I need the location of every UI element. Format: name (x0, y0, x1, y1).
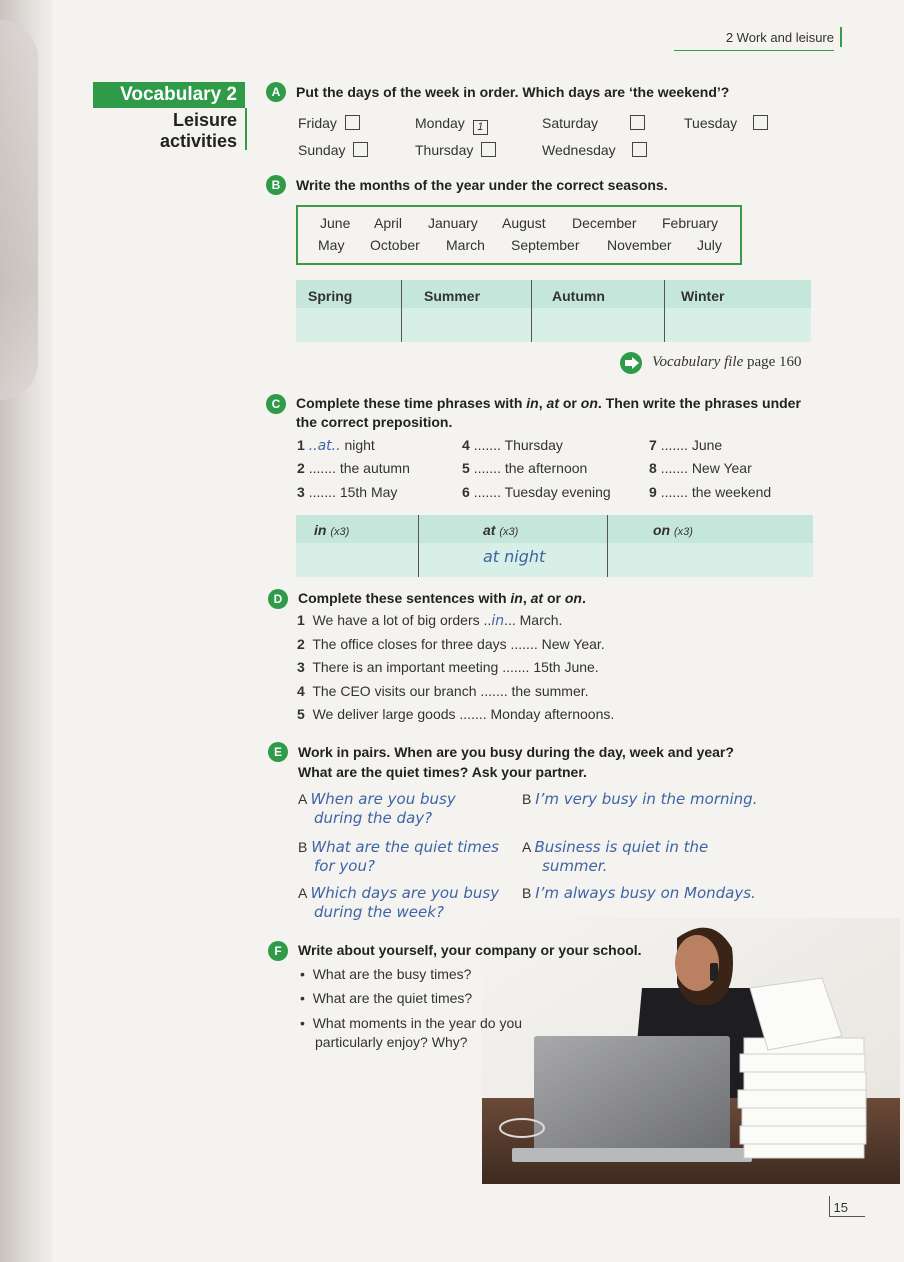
months-word-box (296, 205, 742, 265)
task-c-marker: C (266, 394, 286, 414)
day-label: Monday (415, 115, 465, 131)
page-number-rule (829, 1216, 865, 1217)
month-word: January (428, 215, 478, 231)
phrase-blank[interactable]: ....... (473, 437, 501, 453)
day-label: Sunday (298, 142, 346, 158)
phrase-text: the weekend (691, 484, 772, 500)
month-word: September (511, 237, 580, 253)
item-number: 5 (297, 706, 305, 722)
day-option[interactable] (542, 115, 645, 131)
sentence-item (297, 636, 605, 652)
speaker-label: B (522, 791, 532, 807)
phrase-text: the afternoon (504, 460, 588, 476)
speaker-label: B (298, 839, 308, 855)
phrase-item (649, 460, 752, 476)
task-a-instruction: Put the days of the week in order. Which days are ‘the weekend’? (296, 84, 730, 100)
item-number: 8 (649, 460, 657, 476)
phrase-text: the autumn (339, 460, 410, 476)
section-header (726, 30, 834, 45)
day-checkbox[interactable] (481, 142, 496, 157)
phrase-blank[interactable]: ....... (660, 484, 688, 500)
day-checkbox[interactable] (353, 142, 368, 157)
task-d-instruction (298, 590, 586, 606)
phrase-text: Thursday (504, 437, 563, 453)
dialogue-turn (298, 884, 499, 922)
month-word: August (502, 215, 546, 231)
task-b-marker: B (266, 175, 286, 195)
phrase-text: Tuesday evening (504, 484, 611, 500)
task-e-marker: E (268, 742, 288, 762)
dialogue-text: for you? (314, 857, 375, 875)
dialogue-turn (522, 884, 756, 902)
unit-title-bar (245, 108, 247, 150)
day-option[interactable] (298, 142, 368, 158)
instruction-line: What are the quiet times? Ask your partner. (298, 764, 587, 780)
bullet-text: particularly enjoy? Why? (315, 1034, 468, 1050)
speaker-label: B (522, 885, 532, 901)
page-number-bar (829, 1196, 831, 1216)
season-header: Summer (424, 288, 481, 304)
sentence-item (297, 612, 562, 629)
task-e-instruction (298, 742, 734, 782)
day-label: Friday (298, 115, 337, 131)
instruction-text: . Then write the phrases under the correct preposition. (296, 395, 801, 430)
month-word: May (318, 237, 345, 253)
day-label: Thursday (415, 142, 474, 158)
unit-tag: Vocabulary 2 (93, 82, 245, 108)
sentence-text: ... March. (504, 612, 563, 628)
month-word: June (320, 215, 351, 231)
phrase-blank[interactable]: ....... (473, 484, 501, 500)
sentence-item (297, 683, 589, 699)
preposition-count: (x3) (499, 526, 519, 538)
instruction-on: on (580, 395, 598, 411)
bullet-item: • What are the quiet times? (300, 990, 473, 1006)
item-number: 2 (297, 460, 305, 476)
month-word: July (697, 237, 722, 253)
phrase-item (297, 460, 410, 476)
phrase-blank[interactable]: ....... (308, 484, 336, 500)
phrase-blank[interactable]: ....... (308, 460, 336, 476)
speaker-label: A (522, 839, 531, 855)
phrase-item (649, 437, 722, 453)
instruction-text: . (581, 590, 586, 606)
phrase-text: night (344, 437, 375, 453)
instruction-text: , (522, 590, 531, 606)
instruction-in: in (526, 395, 539, 411)
item-number: 2 (297, 636, 305, 652)
seasons-table (296, 280, 811, 342)
preposition-label: at (483, 522, 496, 538)
dialogue-text: I’m always busy on Mondays. (535, 884, 756, 902)
task-b-instruction: Write the months of the year under the correct seasons. (296, 177, 668, 193)
phrase-text: June (691, 437, 723, 453)
day-option[interactable] (298, 115, 360, 131)
sentence-text: We deliver large goods ....... Monday afternoons. (312, 706, 615, 722)
instruction-at: at (546, 395, 559, 411)
instruction-text: , (538, 395, 547, 411)
dialogue-text: during the week? (314, 903, 444, 921)
speaker-label: A (298, 791, 307, 807)
day-label: Wednesday (542, 142, 616, 158)
bullet-item: • What moments in the year do you particularly enjoy? Why? (300, 1015, 523, 1050)
month-word: October (370, 237, 420, 253)
preposition-header (314, 522, 349, 538)
day-label: Tuesday (684, 115, 738, 131)
page-number (834, 1200, 848, 1215)
instruction-at: at (530, 590, 544, 606)
unit-title (120, 110, 237, 152)
month-word: December (572, 215, 637, 231)
phrase-blank[interactable]: ....... (660, 460, 688, 476)
preposition-count: (x3) (674, 526, 693, 538)
preposition-label: on (653, 522, 671, 538)
header-rule (674, 50, 834, 51)
bullet-item: • What are the busy times? (300, 966, 472, 982)
phrase-blank[interactable]: ....... (473, 460, 501, 476)
dialogue-text: Which days are you busy (310, 884, 500, 902)
season-header: Winter (681, 288, 725, 304)
preposition-table (296, 515, 813, 577)
item-number: 1 (297, 437, 305, 453)
item-number: 7 (649, 437, 657, 453)
phrase-text: New Year (691, 460, 752, 476)
item-number: 1 (297, 612, 305, 628)
sentence-item (297, 659, 599, 675)
season-header: Autumn (552, 288, 605, 304)
phrase-item (297, 437, 375, 454)
vocab-file-label: Vocabulary file (652, 354, 744, 370)
unit-title-line2: activities (159, 131, 237, 151)
day-checkbox[interactable] (345, 115, 360, 130)
month-word: March (446, 237, 485, 253)
phrase-item (462, 437, 563, 453)
instruction-in: in (510, 590, 523, 606)
day-label: Saturday (542, 115, 599, 131)
day-option[interactable] (415, 142, 496, 158)
task-a-marker: A (266, 82, 286, 102)
sentence-text: The office closes for three days ....... New Year. (312, 636, 605, 652)
bullet-text: What are the quiet times? (312, 990, 473, 1006)
item-number: 4 (462, 437, 470, 453)
sentence-blank[interactable]: in (491, 613, 505, 629)
handwritten-answer: at night (483, 547, 546, 566)
header-bar (840, 27, 842, 47)
dialogue-turn (298, 790, 456, 828)
item-number: 9 (649, 484, 657, 500)
day-checkbox[interactable] (630, 115, 645, 130)
preposition-count: (x3) (330, 526, 350, 538)
vocab-file-page: page 160 (746, 354, 802, 370)
phrase-text: 15th May (339, 484, 398, 500)
instruction-on: on (564, 590, 582, 606)
dialogue-turn (298, 838, 499, 876)
item-number: 3 (297, 659, 305, 675)
dialogue-text: What are the quiet times (311, 838, 499, 856)
task-f-marker: F (268, 941, 288, 961)
item-number: 5 (462, 460, 470, 476)
preposition-header (653, 522, 693, 538)
speaker-label: A (298, 885, 307, 901)
phrase-item (297, 484, 397, 500)
dialogue-text: I’m very busy in the morning. (535, 790, 758, 808)
sentence-text: The CEO visits our branch ....... the summer. (312, 683, 589, 699)
day-checkbox[interactable]: 1 (473, 120, 488, 135)
dialogue-turn (522, 790, 757, 808)
item-number: 4 (297, 683, 305, 699)
item-number: 6 (462, 484, 470, 500)
vocab-file-link[interactable] (652, 354, 802, 371)
instruction-text: Complete these sentences with (298, 590, 511, 606)
instruction-line: Work in pairs. When are you busy during the day, week and year? (298, 744, 734, 760)
phrase-item (649, 484, 771, 500)
month-word: November (607, 237, 672, 253)
task-d-marker: D (268, 589, 288, 609)
dialogue-text: summer. (542, 857, 608, 875)
instruction-text: Complete these time phrases with (296, 395, 527, 411)
preposition-label: in (314, 522, 327, 538)
page-fold (0, 20, 38, 400)
dialogue-text: Business is quiet in the (534, 838, 709, 856)
dialogue-text: during the day? (314, 809, 433, 827)
month-word: February (662, 215, 719, 231)
bullet-text: What are the busy times? (312, 966, 472, 982)
item-number: 3 (297, 484, 305, 500)
task-f-instruction: Write about yourself, your company or your school. (298, 942, 642, 958)
page-number-text: 15 (833, 1200, 848, 1215)
task-c-instruction (296, 394, 816, 432)
month-word: April (374, 215, 403, 231)
day-option[interactable] (542, 142, 647, 158)
phrase-item (462, 460, 587, 476)
season-header: Spring (308, 288, 353, 304)
phrase-blank[interactable]: ....... (660, 437, 688, 453)
day-option[interactable] (684, 115, 768, 131)
book-spine-shadow (0, 0, 52, 1262)
sentence-text: We have a lot of big orders .. (312, 612, 492, 628)
day-checkbox[interactable] (632, 142, 647, 157)
arrow-right-icon (620, 352, 642, 374)
dialogue-text: When are you busy (310, 790, 456, 808)
day-option[interactable] (415, 115, 488, 135)
dialogue-turn (522, 838, 708, 876)
bullet-text: What moments in the year do you (312, 1015, 523, 1031)
preposition-header (483, 522, 518, 538)
phrase-blank[interactable]: ..at.. (308, 438, 341, 454)
instruction-text: or (543, 590, 565, 606)
section-title: 2 Work and leisure (725, 30, 834, 45)
phrase-item (462, 484, 611, 500)
unit-title-line1: Leisure (172, 110, 237, 130)
sentence-text: There is an important meeting ....... 15th June. (312, 659, 599, 675)
instruction-text: or (558, 395, 581, 411)
day-checkbox[interactable] (753, 115, 768, 130)
sentence-item (297, 706, 614, 722)
